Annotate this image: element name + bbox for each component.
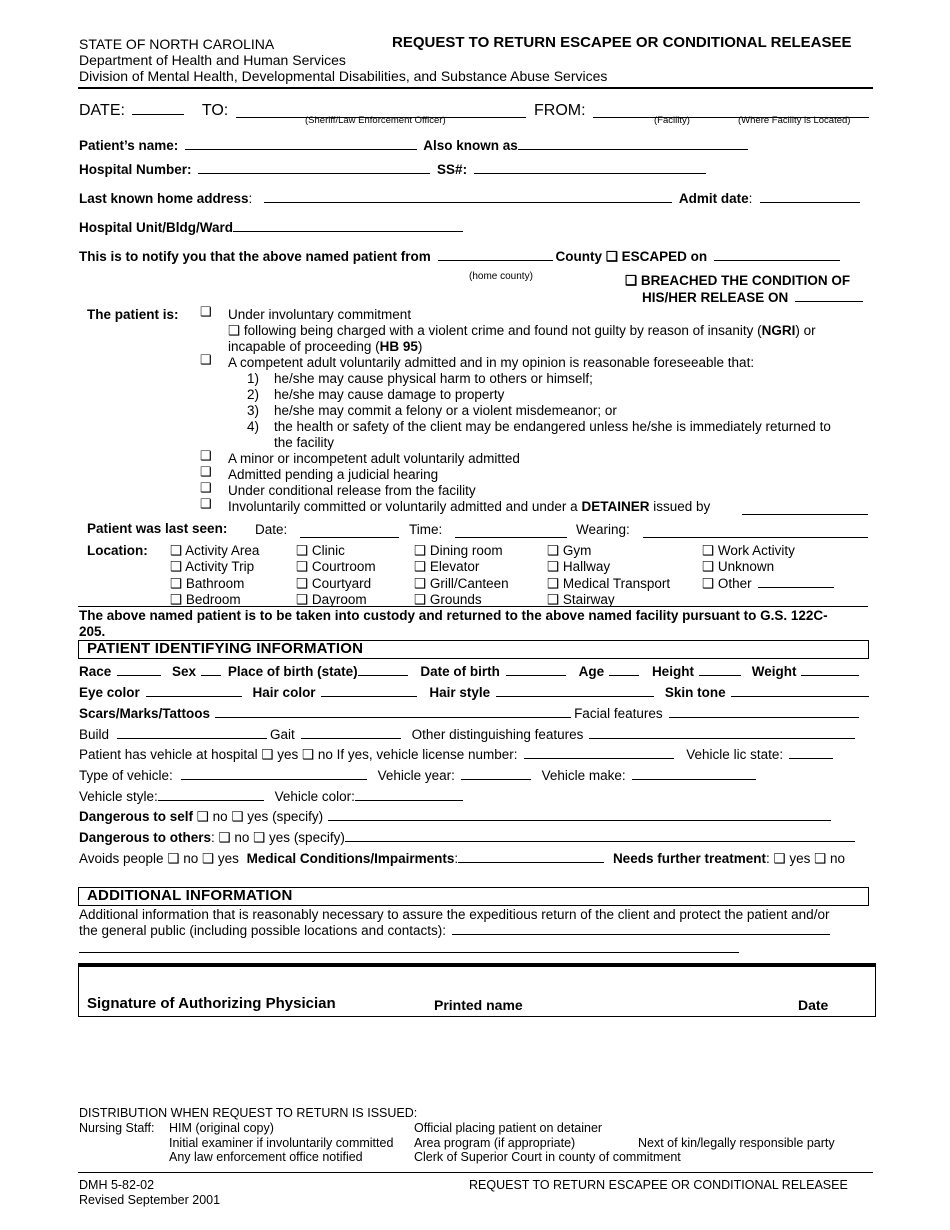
danger-self-specify: (specify): [272, 809, 324, 824]
to-label: TO:: [201, 102, 229, 119]
hair-label: Hair color: [252, 685, 316, 700]
sub-text-4-cont: the facility: [274, 435, 335, 450]
additional-line-1: Additional information that is reasonably necessary to assure the expeditious return of the client and protect the patient and/or: [79, 907, 830, 922]
department: Department of Health and Human Services: [79, 52, 346, 68]
additional-field-1[interactable]: [452, 933, 830, 935]
ss-label: SS#:: [437, 162, 468, 177]
scars-field[interactable]: [215, 716, 571, 718]
build-label: Build: [79, 727, 110, 742]
hospital-number-row: [79, 162, 709, 178]
ss-field[interactable]: [474, 172, 706, 174]
hair-field[interactable]: [321, 695, 417, 697]
danger-others-row: Dangerous to others: ❑ no ❑ yes (specify): [79, 830, 858, 846]
loc-bathroom[interactable]: ❑ Bathroom: [170, 575, 245, 591]
loc-stairway[interactable]: ❑ Stairway: [547, 591, 615, 607]
escaped-date-field[interactable]: [714, 259, 840, 261]
physical-row-1: [79, 664, 862, 680]
distribution-title: DISTRIBUTION WHEN REQUEST TO RETURN IS ISSUED:: [79, 1106, 418, 1120]
eye-label: Eye color: [79, 685, 140, 700]
vehicle-type-label: Type of vehicle:: [79, 768, 173, 783]
unit-field[interactable]: [233, 230, 463, 232]
physical-row-3: [79, 706, 862, 722]
dist-law: Any law enforcement office notified: [169, 1150, 363, 1164]
sub-num-3: 3): [247, 403, 260, 418]
avoids-yes-checkbox[interactable]: ❑ yes: [201, 851, 239, 866]
checkbox-minor[interactable]: ❑: [200, 448, 212, 463]
avoids-no-checkbox[interactable]: ❑ no: [167, 851, 199, 866]
custody-line-1: The above named patient is to be taken into custody and returned to the above named facility pursuant to G.S. 122C-: [79, 608, 828, 623]
loc-activity-area[interactable]: ❑ Activity Area: [170, 543, 260, 558]
loc-other[interactable]: ❑ Other: [702, 575, 752, 591]
loc-unknown[interactable]: ❑ Unknown: [702, 559, 775, 575]
address-label: Last known home address: [79, 191, 249, 206]
physical-row-4: [79, 727, 858, 743]
license-field[interactable]: [524, 757, 674, 759]
danger-others-specify: (specify): [293, 830, 345, 845]
avoids-row: Avoids people ❑ no ❑ yes Medical Conditions/Impairments: Needs further treatment: ❑ yes ❑ no: [79, 851, 846, 866]
date-to-from-row: [79, 102, 228, 120]
danger-others-no-checkbox[interactable]: ❑ no: [218, 830, 250, 845]
height-field[interactable]: [699, 674, 741, 676]
danger-self-no-checkbox[interactable]: ❑ no: [196, 809, 228, 824]
gait-field[interactable]: [301, 737, 401, 739]
patient-name-label: Patient’s name:: [79, 138, 179, 153]
additional-line-2: the general public (including possible locations and contacts):: [79, 923, 446, 938]
scars-label: Scars/Marks/Tattoos: [79, 706, 211, 721]
hairstyle-label: Hair style: [429, 685, 491, 700]
danger-self-row: [79, 809, 834, 825]
facial-label: Facial features: [574, 706, 663, 721]
footer-title: REQUEST TO RETURN ESCAPEE OR CONDITIONAL RELEASEE: [469, 1178, 848, 1192]
loc-grounds[interactable]: ❑ Grounds: [414, 591, 482, 607]
form-number: DMH 5-82-02: [79, 1178, 155, 1192]
conditional-text: Under conditional release from the facility: [228, 483, 476, 498]
location-rule: [78, 606, 868, 607]
location-col-3: [414, 543, 509, 608]
dist-him: HIM (original copy): [169, 1121, 274, 1135]
pob-label: Place of birth (state): [227, 664, 358, 679]
patient-name-field[interactable]: [185, 148, 417, 150]
judicial-text: Admitted pending a judicial hearing: [228, 467, 439, 482]
ngri-post: ) or: [795, 323, 816, 338]
breached-label: HIS/HER RELEASE ON: [642, 290, 789, 305]
race-label: Race: [79, 664, 112, 679]
location-label: Location:: [87, 543, 148, 558]
danger-others-label: Dangerous to others: [79, 830, 212, 845]
patient-name-row: [79, 138, 751, 154]
sub-text-3: he/she may commit a felony or a violent misdemeanor; or: [274, 403, 617, 418]
vehicle-year-field[interactable]: [461, 778, 531, 780]
vehicle-row-3: [79, 789, 466, 805]
loc-grill-canteen[interactable]: ❑ Grill/Canteen: [414, 575, 509, 591]
revised-date: Revised September 2001: [79, 1193, 221, 1207]
from-label: FROM:: [534, 102, 586, 119]
gait-label: Gait: [270, 727, 295, 742]
sex-label: Sex: [172, 664, 197, 679]
home-county-sublabel: (home county): [469, 271, 533, 282]
height-label: Height: [651, 664, 694, 679]
state-name: STATE OF NORTH CAROLINA: [79, 36, 275, 52]
vehicle-row-1: [79, 747, 836, 763]
last-seen-label: Patient was last seen:: [87, 521, 228, 536]
minor-text: A minor or incompetent adult voluntarily admitted: [228, 451, 520, 466]
loc-activity-trip[interactable]: ❑ Activity Trip: [170, 559, 255, 575]
detainer-post: issued by: [653, 499, 711, 514]
form-title: REQUEST TO RETURN ESCAPEE OR CONDITIONAL RELEASEE: [392, 34, 852, 51]
distribution-col-1: [169, 1121, 393, 1165]
loc-dayroom[interactable]: ❑ Dayroom: [296, 591, 367, 607]
physical-row-2: [79, 685, 872, 701]
detainer-bold: DETAINER: [581, 499, 650, 514]
loc-elevator[interactable]: ❑ Elevator: [414, 559, 480, 575]
dist-next-of-kin: Next of kin/legally responsible party: [638, 1135, 835, 1150]
aka-label: Also known as: [423, 138, 518, 153]
location-col-4: [547, 543, 670, 608]
vehicle-year-label: Vehicle year:: [377, 768, 455, 783]
admit-date-field[interactable]: [760, 201, 860, 203]
notify-row: [79, 249, 843, 265]
date-label: DATE:: [79, 102, 125, 119]
additional-title: ADDITIONAL INFORMATION: [87, 887, 293, 904]
danger-self-yes-checkbox[interactable]: ❑ yes: [231, 809, 269, 824]
wearing-field[interactable]: [643, 537, 868, 538]
ngri-bold: NGRI: [761, 323, 796, 338]
vehicle-yes-checkbox[interactable]: ❑ yes: [261, 747, 299, 762]
header-rule: [78, 87, 873, 89]
ngri-row[interactable]: [228, 323, 816, 339]
loc-bedroom[interactable]: ❑ Bedroom: [170, 591, 241, 607]
dist-clerk: Clerk of Superior Court in county of commitment: [414, 1150, 681, 1164]
last-seen-date-label: Date:: [255, 522, 288, 537]
vehicle-color-field[interactable]: [355, 799, 463, 801]
vehicle-label: Patient has vehicle at hospital: [79, 747, 258, 762]
division: Division of Mental Health, Developmental Disabilities, and Substance Abuse Services: [79, 68, 608, 84]
danger-self-field[interactable]: [328, 819, 831, 821]
patient-is-label: The patient is:: [87, 307, 179, 322]
eye-field[interactable]: [146, 695, 242, 697]
sub-text-1: he/she may cause physical harm to others or himself;: [274, 371, 593, 386]
identifying-title: PATIENT IDENTIFYING INFORMATION: [87, 640, 364, 657]
loc-other-field[interactable]: [758, 586, 834, 588]
sub-num-2: 2): [247, 387, 260, 402]
checkbox-competent-adult[interactable]: ❑: [200, 352, 212, 367]
loc-dining-room[interactable]: ❑ Dining room: [414, 543, 503, 558]
hb95-bold: HB 95: [379, 339, 418, 354]
avoids-label: Avoids people: [79, 851, 164, 866]
notify-text: This is to notify you that the above named patient from: [79, 249, 431, 264]
needs-treatment-label: Needs further treatment: [612, 851, 766, 866]
breached-date-field[interactable]: [795, 300, 863, 302]
danger-self-label: Dangerous to self: [79, 809, 194, 824]
date-field[interactable]: [132, 113, 184, 115]
address-field[interactable]: [264, 201, 672, 203]
escaped-checkbox[interactable]: ❑ ESCAPED on: [605, 249, 708, 264]
custody-line-2: 205.: [79, 624, 106, 639]
breached-checkbox[interactable]: ❑ BREACHED THE CONDITION OF: [625, 273, 851, 288]
loc-other-row: [702, 576, 837, 592]
loc-work-activity[interactable]: ❑ Work Activity: [702, 543, 795, 558]
vehicle-style-label: Vehicle style:: [79, 789, 158, 804]
facility-sublabel: (Facility): [654, 115, 690, 126]
unit-label: Hospital Unit/Bldg/Ward: [79, 220, 233, 235]
dob-label: Date of birth: [420, 664, 500, 679]
wearing-label: Wearing:: [576, 522, 630, 537]
nursing-label: Nursing Staff:: [79, 1121, 155, 1135]
lic-state-field[interactable]: [789, 757, 833, 759]
license-label: If yes, vehicle license number:: [336, 747, 518, 762]
vehicle-type-field[interactable]: [181, 778, 367, 780]
to-sublabel: (Sheriff/Law Enforcement Officer): [305, 115, 446, 126]
vehicle-make-label: Vehicle make:: [541, 768, 626, 783]
vehicle-color-label: Vehicle color:: [274, 789, 355, 804]
breached-row: [642, 290, 866, 306]
skin-field[interactable]: [731, 695, 869, 697]
signature-label: Signature of Authorizing Physician: [87, 995, 336, 1012]
involuntary-text: Under involuntary commitment: [228, 307, 412, 322]
weight-field[interactable]: [801, 674, 859, 676]
sex-field[interactable]: [201, 674, 221, 676]
sub-text-4: the health or safety of the client may be endangered unless he/she is immediately returned to: [274, 419, 831, 434]
loc-hallway[interactable]: ❑ Hallway: [547, 559, 611, 575]
unit-row: [79, 220, 466, 236]
age-field[interactable]: [609, 674, 639, 676]
ngri-text: ❑ following being charged with a violent crime and found not guilty by reason of insanity (: [228, 323, 762, 338]
hb95-row: [228, 339, 422, 355]
detainer-issued-by-field[interactable]: [742, 514, 868, 515]
aka-field[interactable]: [518, 148, 748, 150]
danger-others-yes-checkbox[interactable]: ❑ yes: [253, 830, 291, 845]
address-row: Last known home address: Admit date:: [79, 191, 863, 207]
county-label: County: [555, 249, 603, 264]
hairstyle-field[interactable]: [496, 695, 654, 697]
sub-num-1: 1): [247, 371, 260, 386]
medical-label: Medical Conditions/Impairments: [246, 851, 455, 866]
checkbox-conditional[interactable]: ❑: [200, 480, 212, 495]
build-field[interactable]: [117, 737, 267, 739]
danger-others-field[interactable]: [345, 840, 855, 842]
loc-clinic[interactable]: ❑ Clinic: [296, 543, 345, 558]
sub-num-4: 4): [247, 419, 260, 434]
loc-courtroom[interactable]: ❑ Courtroom: [296, 559, 376, 575]
vehicle-row-2: [79, 768, 759, 784]
other-features-label: Other distinguishing features: [411, 727, 584, 742]
race-field[interactable]: [117, 674, 161, 676]
other-features-field[interactable]: [589, 737, 855, 739]
last-seen-date-field[interactable]: [300, 537, 399, 538]
needs-no-checkbox[interactable]: ❑ no: [814, 851, 846, 866]
location-sublabel: (Where Facility is Located): [738, 115, 851, 126]
weight-label: Weight: [751, 664, 797, 679]
dob-field[interactable]: [506, 674, 566, 676]
location-col-1: [170, 543, 259, 608]
age-label: Age: [578, 664, 605, 679]
competent-adult-text: A competent adult voluntarily admitted and in my opinion is reasonable foreseeable that:: [228, 355, 755, 370]
last-seen-time-label: Time:: [409, 522, 443, 537]
dist-area: Area program (if appropriate): [414, 1135, 576, 1150]
vehicle-make-field[interactable]: [632, 778, 756, 780]
last-seen-time-field[interactable]: [455, 537, 567, 538]
hospital-number-field[interactable]: [198, 172, 430, 174]
pob-field[interactable]: [358, 674, 408, 676]
admit-label: Admit date: [678, 191, 749, 206]
facial-field[interactable]: [669, 716, 859, 718]
additional-field-2[interactable]: [79, 952, 739, 953]
vehicle-style-field[interactable]: [158, 799, 264, 801]
loc-gym[interactable]: ❑ Gym: [547, 543, 592, 558]
loc-courtyard[interactable]: ❑ Courtyard: [296, 575, 372, 591]
hb95-text: incapable of proceeding (: [228, 339, 380, 354]
lic-state-label: Vehicle lic state:: [686, 747, 784, 762]
additional-line-2-row: [79, 923, 833, 939]
checkbox-involuntary[interactable]: ❑: [200, 304, 212, 319]
printed-name-label: Printed name: [434, 997, 523, 1013]
sub-text-2: he/she may cause damage to property: [274, 387, 505, 402]
hb95-post: ): [417, 339, 423, 354]
hospital-number-label: Hospital Number:: [79, 162, 192, 177]
footer-rule: [78, 1172, 873, 1173]
loc-medical-transport[interactable]: ❑ Medical Transport: [547, 575, 671, 591]
signature-date-label: Date: [798, 997, 829, 1013]
needs-yes-checkbox[interactable]: ❑ yes: [773, 851, 811, 866]
home-county-field[interactable]: [438, 259, 553, 261]
detainer-text: Involuntarily committed or voluntarily admitted and under a: [228, 499, 578, 514]
location-col-2: [296, 543, 376, 608]
checkbox-detainer[interactable]: ❑: [200, 496, 212, 511]
dist-examiner: Initial examiner if involuntarily committed: [169, 1135, 394, 1150]
skin-label: Skin tone: [664, 685, 726, 700]
location-col-5: [702, 543, 837, 592]
medical-field[interactable]: [458, 861, 604, 863]
detainer-row: [228, 499, 710, 515]
dist-official: Official placing patient on detainer: [414, 1121, 603, 1135]
vehicle-no-checkbox[interactable]: ❑ no: [302, 747, 333, 762]
checkbox-judicial[interactable]: ❑: [200, 464, 212, 479]
